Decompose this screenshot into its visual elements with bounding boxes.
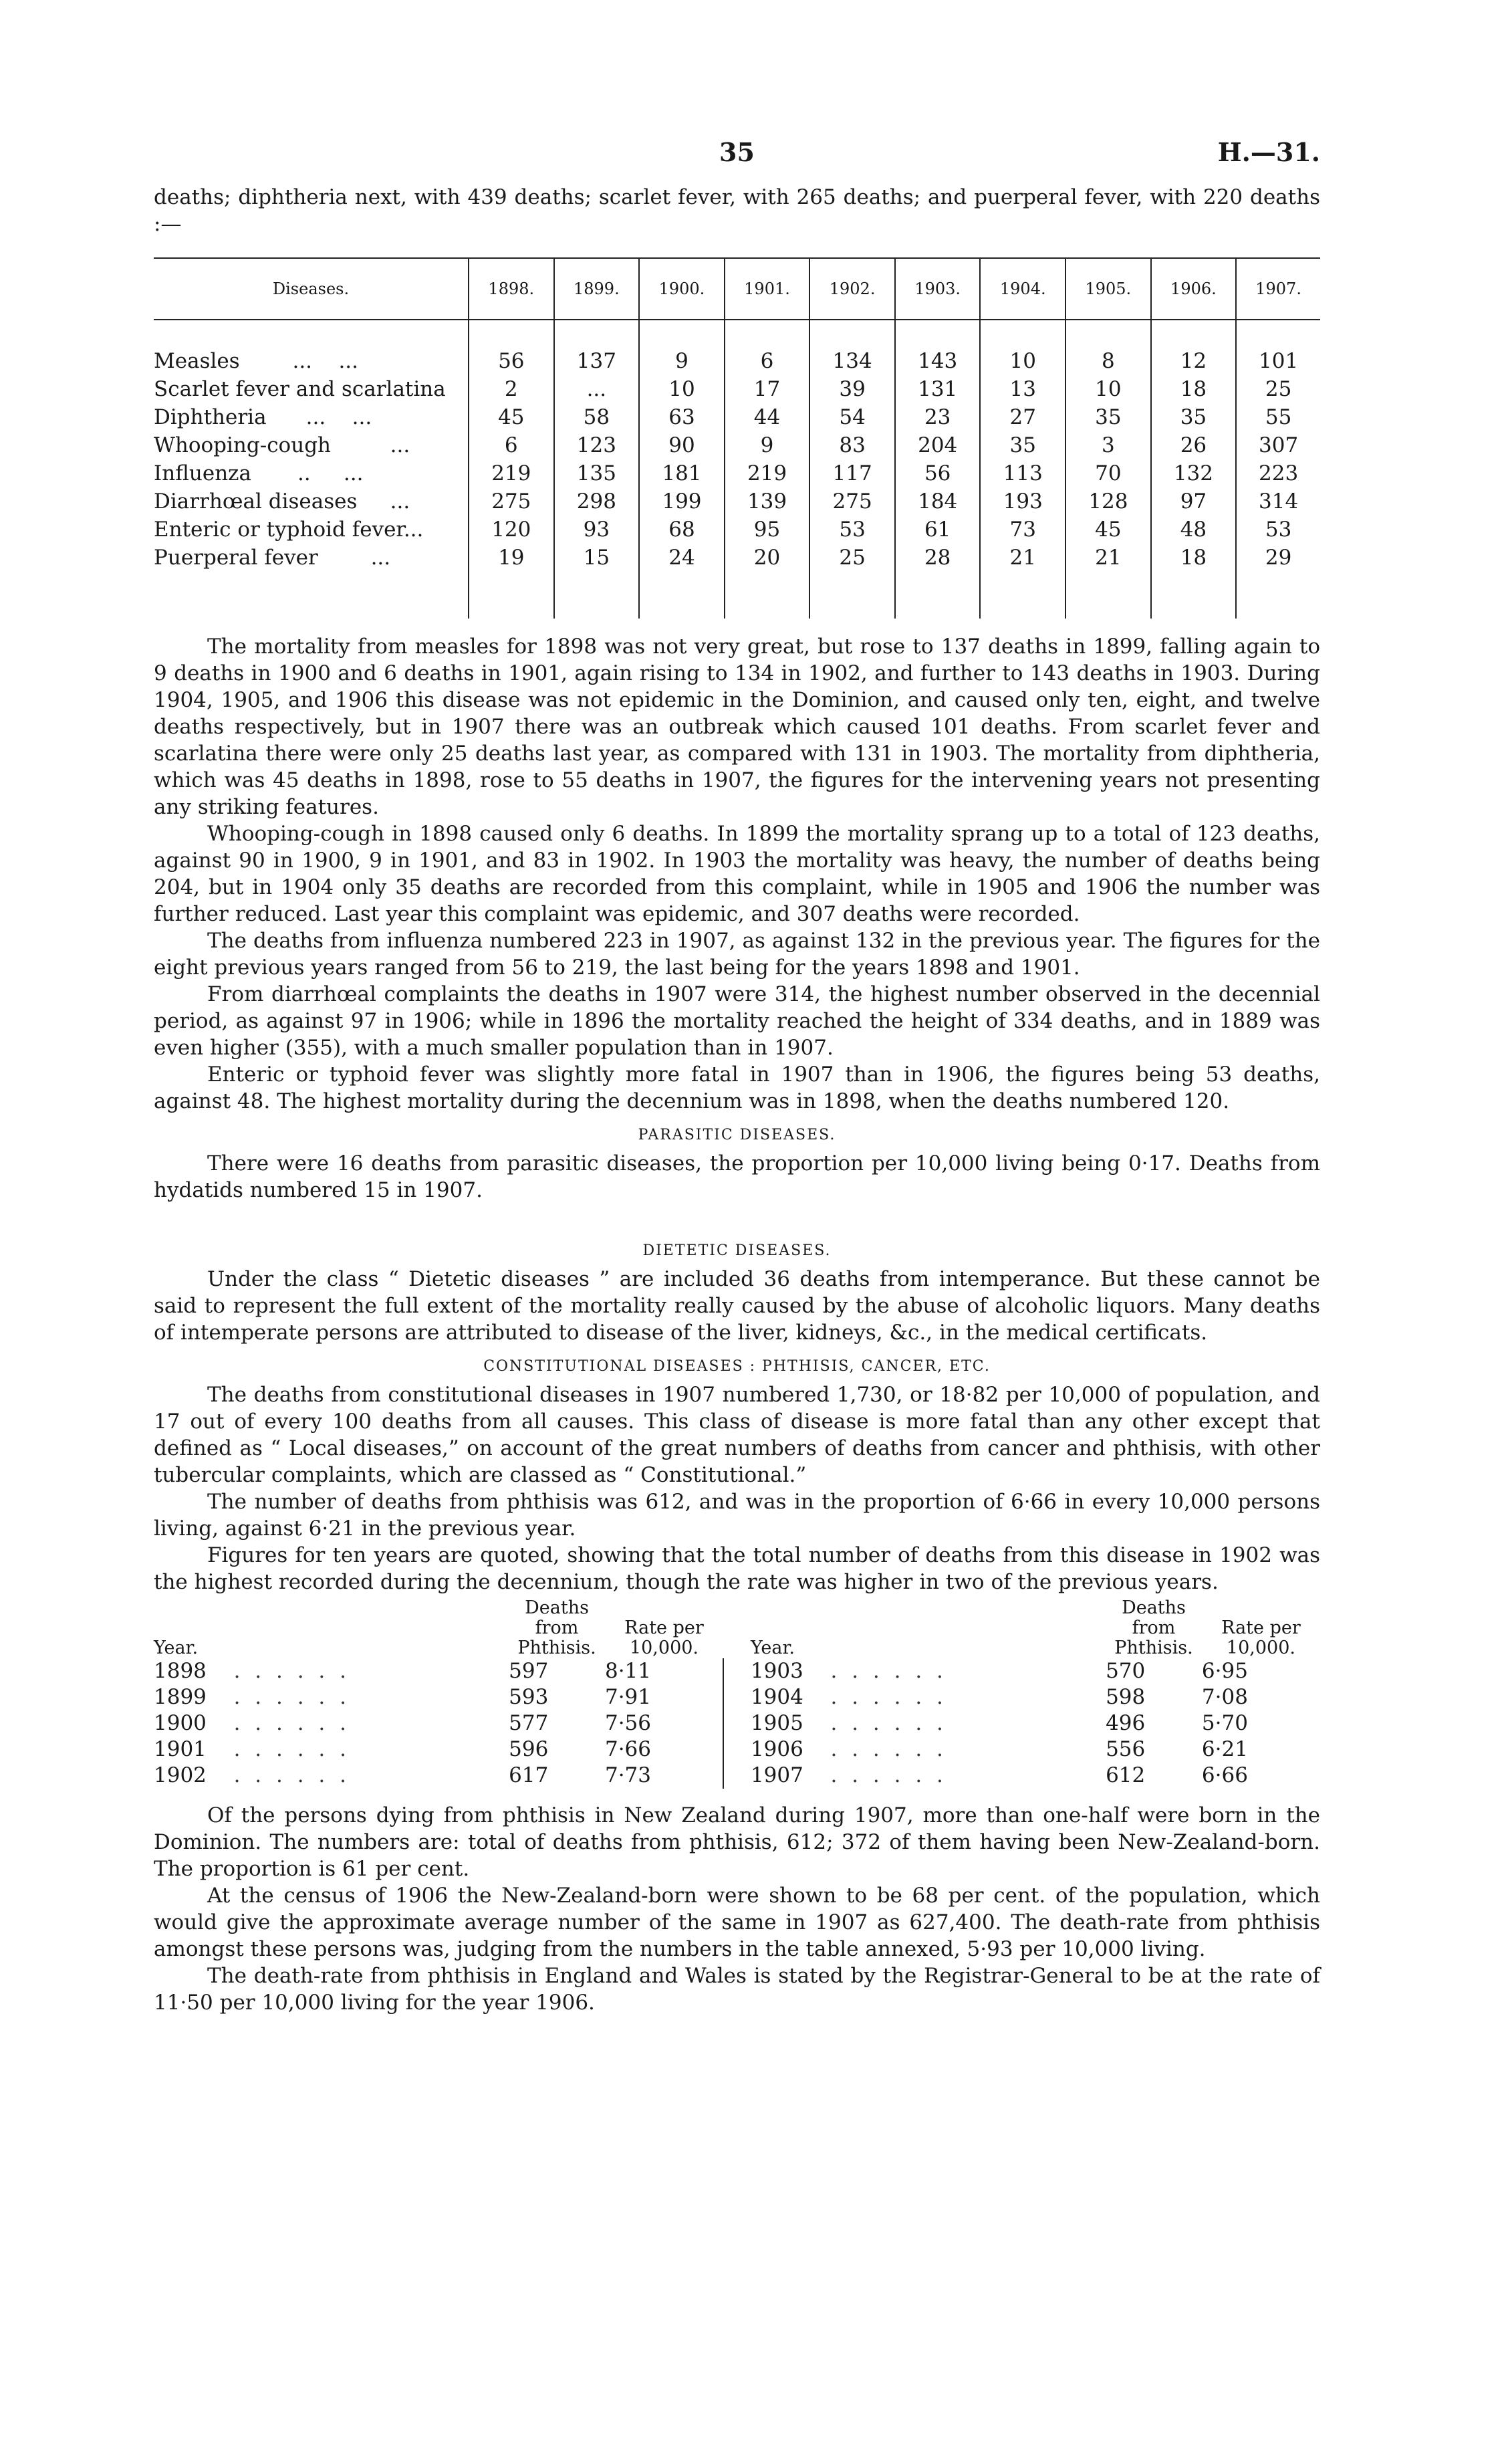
death-count-cell: 68 xyxy=(639,516,725,544)
year-header: 1898. xyxy=(469,258,554,320)
death-count-cell: 26 xyxy=(1151,431,1237,459)
leader-dots: . . . . . . xyxy=(830,1659,947,1683)
dietetic-heading: DIETETIC DISEASES. xyxy=(642,1242,832,1259)
year-cell: 1907 xyxy=(750,1763,803,1787)
disease-name: Puerperal fever ... xyxy=(154,546,391,570)
england-wales-paragraph: The death-rate from phthisis in England and Wales is stated by the Registrar-General to be at the rate of 11·50 per 10,000 living for the year 1906. xyxy=(154,1964,1320,2015)
rate-cell: 7·91 xyxy=(604,1685,651,1709)
page-header xyxy=(154,137,1320,184)
parasitic-paragraph: There were 16 deaths from parasitic diseases, the proportion per 10,000 living being 0·17. Deaths from hydatids numbered 15 in 1907. xyxy=(154,1151,1320,1202)
year-header: 1900. xyxy=(639,258,725,320)
death-count-cell: 95 xyxy=(725,516,810,544)
document-code: H.—31. xyxy=(1217,137,1320,167)
disease-mortality-table xyxy=(154,257,1320,619)
death-count-cell: 9 xyxy=(639,347,725,375)
rate-cell: 7·66 xyxy=(604,1737,651,1761)
death-count-cell: 275 xyxy=(469,487,554,516)
death-count-cell: 45 xyxy=(1065,516,1151,544)
death-count-cell: 35 xyxy=(1065,403,1151,431)
table-row xyxy=(154,516,1320,544)
death-count-cell: 35 xyxy=(980,431,1065,459)
leader-dots: . . . . . . xyxy=(233,1685,350,1709)
death-count-cell: 23 xyxy=(895,403,981,431)
year-header: 1905. xyxy=(1065,258,1151,320)
disease-name: Diphtheria ... ... xyxy=(154,405,372,429)
leader-dots: . . . . . . xyxy=(233,1659,350,1683)
phthisis-table-body xyxy=(154,1658,1320,1789)
table-row xyxy=(154,1763,1320,1789)
deaths-cell: 556 xyxy=(1106,1737,1146,1761)
death-count-cell: 298 xyxy=(554,487,640,516)
death-count-cell: 83 xyxy=(809,431,895,459)
year-cell: 1905 xyxy=(750,1711,803,1735)
disease-name: Influenza .. ... xyxy=(154,461,364,485)
death-count-cell: 6 xyxy=(725,347,810,375)
rate-cell: 6·66 xyxy=(1201,1763,1248,1787)
table-row xyxy=(154,544,1320,572)
death-count-cell: 139 xyxy=(725,487,810,516)
death-count-cell: 61 xyxy=(895,516,981,544)
death-count-cell: 56 xyxy=(895,459,981,487)
page-number: 35 xyxy=(719,137,755,167)
leader-dots: . . . . . . xyxy=(233,1711,350,1735)
year-header: 1904. xyxy=(980,258,1065,320)
death-count-cell: ... xyxy=(554,375,640,403)
death-count-cell: 10 xyxy=(639,375,725,403)
death-count-cell: 143 xyxy=(895,347,981,375)
death-count-cell: 24 xyxy=(639,544,725,572)
deaths-cell: 597 xyxy=(509,1659,549,1683)
year-column-header: Year. xyxy=(750,1638,795,1658)
death-count-cell: 9 xyxy=(725,431,810,459)
constitutional-heading: CONSTITUTIONAL DISEASES : PHTHISIS, CANCER, ETC. xyxy=(483,1358,991,1375)
diseases-column-header: Diseases. xyxy=(154,258,469,320)
death-count-cell: 3 xyxy=(1065,431,1151,459)
death-count-cell: 21 xyxy=(1065,544,1151,572)
year-header: 1899. xyxy=(554,258,640,320)
rate-cell: 6·95 xyxy=(1201,1659,1248,1683)
leader-dots: . . . . . . xyxy=(830,1685,947,1709)
death-count-cell: 27 xyxy=(980,403,1065,431)
death-count-cell: 20 xyxy=(725,544,810,572)
death-count-cell: 54 xyxy=(809,403,895,431)
year-header: 1903. xyxy=(895,258,981,320)
year-cell: 1904 xyxy=(750,1685,803,1709)
intro-text: deaths; diphtheria next, with 439 deaths; scarlet fever, with 265 deaths; and puerperal fever, with 220 deaths :— xyxy=(154,185,1320,236)
death-count-cell: 2 xyxy=(469,375,554,403)
deaths-cell: 570 xyxy=(1106,1659,1146,1683)
death-count-cell: 314 xyxy=(1236,487,1320,516)
year-header: 1906. xyxy=(1151,258,1237,320)
death-count-cell: 10 xyxy=(1065,375,1151,403)
death-count-cell: 93 xyxy=(554,516,640,544)
rate-column-header: Rate per 10,000. xyxy=(624,1617,704,1658)
table-row xyxy=(154,459,1320,487)
table-row xyxy=(154,375,1320,403)
deaths-column-header: Deaths from Phthisis. xyxy=(1114,1597,1193,1658)
death-count-cell: 128 xyxy=(1065,487,1151,516)
table-row xyxy=(154,1684,1320,1710)
death-count-cell: 135 xyxy=(554,459,640,487)
deaths-cell: 617 xyxy=(509,1763,549,1787)
influenza-paragraph: The deaths from influenza numbered 223 in 1907, as against 132 in the previous year. The figures for the eight previous years ranged from 56 to 219, the last being for the years 1898 and 1901. xyxy=(154,929,1320,980)
disease-name: Measles ... ... xyxy=(154,349,359,373)
death-count-cell: 134 xyxy=(809,347,895,375)
dietetic-paragraph: Under the class “ Dietetic diseases ” are included 36 deaths from intemperance. But these cannot be said to represent the full extent of the mortality really caused by the abuse of alcoholic liquors. Many deaths of intemperate persons are attributed to disease of the liver, kidneys, &c., in the medical certificats. xyxy=(154,1267,1320,1345)
deaths-cell: 596 xyxy=(509,1737,549,1761)
phthisis-count-paragraph: The number of deaths from phthisis was 612, and was in the proportion of 6·66 in every 10,000 persons living, against 6·21 in the previous year. xyxy=(154,1490,1320,1541)
year-cell: 1900 xyxy=(154,1711,207,1735)
death-count-cell: 18 xyxy=(1151,375,1237,403)
death-count-cell: 131 xyxy=(895,375,981,403)
death-count-cell: 17 xyxy=(725,375,810,403)
death-count-cell: 90 xyxy=(639,431,725,459)
whooping-cough-paragraph: Whooping-cough in 1898 caused only 6 deaths. In 1899 the mortality sprang up to a total of 123 deaths, against 90 in 1900, 9 in 1901, and 83 in 1902. In 1903 the mortality was heavy, the number of deaths being 204, but in 1904 only 35 deaths are recorded from this complaint, while in 1905 and 1906 the number was further reduced. Last year this complaint was epidemic, and 307 deaths were recorded. xyxy=(154,822,1320,926)
death-count-cell: 28 xyxy=(895,544,981,572)
death-count-cell: 193 xyxy=(980,487,1065,516)
leader-dots: . . . . . . xyxy=(233,1763,350,1787)
census-paragraph: At the census of 1906 the New-Zealand-born were shown to be 68 per cent. of the population, which would give the approximate average number of the same in 1907 as 627,400. The death-rate from phthisis amongst these persons was, judging from the numbers in the table annexed, 5·93 per 10,000 living. xyxy=(154,1884,1320,1961)
death-count-cell: 97 xyxy=(1151,487,1237,516)
rate-cell: 7·73 xyxy=(604,1763,651,1787)
death-count-cell: 12 xyxy=(1151,347,1237,375)
table-row xyxy=(154,1710,1320,1737)
deaths-cell: 496 xyxy=(1106,1711,1146,1735)
death-count-cell: 48 xyxy=(1151,516,1237,544)
death-count-cell: 6 xyxy=(469,431,554,459)
ten-year-figures-paragraph: Figures for ten years are quoted, showing that the total number of deaths from this disease in 1902 was the highest recorded during the decennium, though the rate was higher in two of the previous years. xyxy=(154,1543,1320,1594)
year-cell: 1903 xyxy=(750,1659,803,1683)
death-count-cell: 55 xyxy=(1236,403,1320,431)
disease-name: Scarlet fever and scarlatina xyxy=(154,377,446,401)
death-count-cell: 184 xyxy=(895,487,981,516)
leader-dots: . . . . . . xyxy=(830,1763,947,1787)
death-count-cell: 63 xyxy=(639,403,725,431)
death-count-cell: 53 xyxy=(1236,516,1320,544)
nz-born-paragraph: Of the persons dying from phthisis in New Zealand during 1907, more than one-half were born in the Dominion. The numbers are: total of deaths from phthisis, 612; 372 of them having been New-Zealand-born. The proportion is 61 per cent. xyxy=(154,1803,1320,1881)
document-page xyxy=(154,137,1320,2016)
death-count-cell: 120 xyxy=(469,516,554,544)
death-count-cell: 44 xyxy=(725,403,810,431)
disease-name: Diarrhœal diseases ... xyxy=(154,489,410,514)
death-count-cell: 10 xyxy=(980,347,1065,375)
death-count-cell: 18 xyxy=(1151,544,1237,572)
diarrhoeal-paragraph: From diarrhœal complaints the deaths in 1907 were 314, the highest number observed in the decennial period, as against 97 in 1906; while in 1896 the mortality reached the height of 334 deaths, and in 1889 was even higher (355), with a much smaller population than in 1907. xyxy=(154,982,1320,1060)
year-header: 1907. xyxy=(1236,258,1320,320)
constitutional-paragraph: The deaths from constitutional diseases in 1907 numbered 1,730, or 18·82 per 10,000 of population, and 17 out of every 100 deaths from all causes. This class of disease is more fatal than any other except that defined as “ Local diseases,” on account of the great numbers of deaths from cancer and phthisis, with other tubercular complaints, which are classed as “ Constitutional.” xyxy=(154,1383,1320,1487)
death-count-cell: 53 xyxy=(809,516,895,544)
rate-cell: 5·70 xyxy=(1201,1711,1248,1735)
year-cell: 1906 xyxy=(750,1737,803,1761)
table-row xyxy=(154,347,1320,375)
death-count-cell: 13 xyxy=(980,375,1065,403)
death-count-cell: 275 xyxy=(809,487,895,516)
leader-dots: . . . . . . xyxy=(830,1711,947,1735)
death-count-cell: 56 xyxy=(469,347,554,375)
deaths-column-header: Deaths from Phthisis. xyxy=(517,1597,596,1658)
table-row xyxy=(154,1658,1320,1684)
death-count-cell: 25 xyxy=(1236,375,1320,403)
death-count-cell: 35 xyxy=(1151,403,1237,431)
table-row xyxy=(154,487,1320,516)
death-count-cell: 117 xyxy=(809,459,895,487)
disease-name: Whooping-cough ... xyxy=(154,433,410,457)
death-count-cell: 181 xyxy=(639,459,725,487)
death-count-cell: 219 xyxy=(725,459,810,487)
enteric-paragraph: Enteric or typhoid fever was slightly more fatal in 1907 than in 1906, the figures being 53 deaths, against 48. The highest mortality during the decennium was in 1898, when the deaths numbered 120. xyxy=(154,1062,1320,1113)
deaths-cell: 577 xyxy=(509,1711,549,1735)
death-count-cell: 123 xyxy=(554,431,640,459)
year-cell: 1899 xyxy=(154,1685,207,1709)
leader-dots: . . . . . . xyxy=(830,1737,947,1761)
death-count-cell: 73 xyxy=(980,516,1065,544)
death-count-cell: 70 xyxy=(1065,459,1151,487)
year-header: 1902. xyxy=(809,258,895,320)
deaths-cell: 598 xyxy=(1106,1685,1146,1709)
year-column-header: Year. xyxy=(154,1638,199,1658)
phthisis-table xyxy=(154,1598,1320,1789)
death-count-cell: 223 xyxy=(1236,459,1320,487)
death-count-cell: 199 xyxy=(639,487,725,516)
death-count-cell: 137 xyxy=(554,347,640,375)
death-count-cell: 45 xyxy=(469,403,554,431)
rate-cell: 7·56 xyxy=(604,1711,651,1735)
death-count-cell: 19 xyxy=(469,544,554,572)
death-count-cell: 101 xyxy=(1236,347,1320,375)
death-count-cell: 25 xyxy=(809,544,895,572)
table-row xyxy=(154,403,1320,431)
death-count-cell: 219 xyxy=(469,459,554,487)
death-count-cell: 29 xyxy=(1236,544,1320,572)
death-count-cell: 113 xyxy=(980,459,1065,487)
year-cell: 1901 xyxy=(154,1737,207,1761)
death-count-cell: 39 xyxy=(809,375,895,403)
death-count-cell: 307 xyxy=(1236,431,1320,459)
leader-dots: . . . . . . xyxy=(233,1737,350,1761)
death-count-cell: 58 xyxy=(554,403,640,431)
year-cell: 1898 xyxy=(154,1659,207,1683)
death-count-cell: 21 xyxy=(980,544,1065,572)
deaths-cell: 593 xyxy=(509,1685,549,1709)
year-cell: 1902 xyxy=(154,1763,207,1787)
death-count-cell: 8 xyxy=(1065,347,1151,375)
year-header: 1901. xyxy=(725,258,810,320)
rate-cell: 7·08 xyxy=(1201,1685,1248,1709)
measles-paragraph: The mortality from measles for 1898 was not very great, but rose to 137 deaths in 1899, falling again to 9 deaths in 1900 and 6 deaths in 1901, again rising to 134 in 1902, and further to 143 deaths in 1903. During 1904, 1905, and 1906 this disease was not epidemic in the Dominion, and caused only ten, eight, and twelve deaths respectively, but in 1907 there was an outbreak which caused 101 deaths. From scarlet fever and scarlatina there were only 25 deaths last year, as compared with 131 in 1903. The mortality from diphtheria, which was 45 deaths in 1898, rose to 55 deaths in 1907, the figures for the intervening years not presenting any striking features. xyxy=(154,635,1320,819)
table-row xyxy=(154,431,1320,459)
rate-cell: 8·11 xyxy=(604,1659,651,1683)
parasitic-heading: PARASITIC DISEASES. xyxy=(638,1127,836,1143)
rate-cell: 6·21 xyxy=(1201,1737,1248,1761)
death-count-cell: 204 xyxy=(895,431,981,459)
disease-table-body xyxy=(154,320,1320,619)
table-row xyxy=(154,1737,1320,1763)
death-count-cell: 15 xyxy=(554,544,640,572)
rate-column-header: Rate per 10,000. xyxy=(1221,1617,1301,1658)
death-count-cell: 132 xyxy=(1151,459,1237,487)
deaths-cell: 612 xyxy=(1106,1763,1146,1787)
disease-name: Enteric or typhoid fever... xyxy=(154,518,424,542)
